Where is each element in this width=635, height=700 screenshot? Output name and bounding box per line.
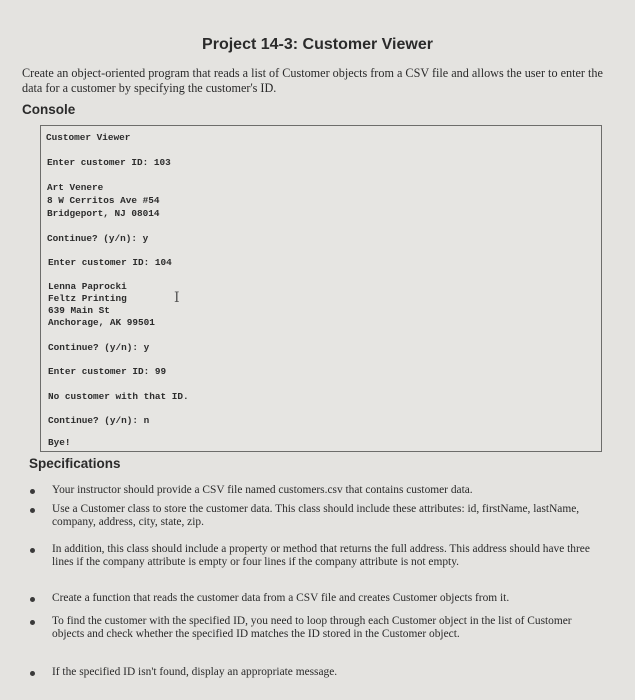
bullet-icon <box>30 671 35 676</box>
spec-item: Your instructor should provide a CSV file named customers.csv that contains customer data. <box>52 484 473 496</box>
console-line: Enter customer ID: 99 <box>48 366 167 377</box>
bullet-icon <box>30 548 35 553</box>
specifications-heading: Specifications <box>29 456 121 471</box>
text-cursor-icon: I <box>174 290 180 306</box>
bullet-icon <box>30 508 35 513</box>
spec-item: In addition, this class should include a property or method that returns the full address. This address should have three lines if the company attribute is empty or four lines if the company attribute is not empty. <box>52 543 590 568</box>
console-line: Lenna Paprocki <box>48 281 127 292</box>
bullet-icon <box>30 620 35 625</box>
console-line: Art Venere <box>47 182 104 193</box>
console-line: Continue? (y/n): y <box>48 342 150 353</box>
bullet-icon <box>30 597 35 602</box>
console-line: Enter customer ID: 103 <box>47 157 171 168</box>
console-line: 8 W Cerritos Ave #54 <box>47 195 160 206</box>
console-line: Enter customer ID: 104 <box>48 257 172 268</box>
console-line: No customer with that ID. <box>48 391 189 402</box>
spec-item: Use a Customer class to store the customer data. This class should include these attributes: id, firstName, lastName, company, address, city, state, zip. <box>52 503 580 528</box>
console-line: Bye! <box>48 437 71 448</box>
console-line: Continue? (y/n): n <box>48 415 150 426</box>
page-title: Project 14-3: Customer Viewer <box>202 36 433 53</box>
console-heading: Console <box>22 102 76 117</box>
spec-item: Create a function that reads the customer data from a CSV file and creates Customer objects from it. <box>52 592 510 604</box>
console-line: Bridgeport, NJ 08014 <box>47 208 160 219</box>
console-line: Feltz Printing <box>48 293 127 304</box>
console-line: Customer Viewer <box>46 132 131 143</box>
spec-item: If the specified ID isn't found, display an appropriate message. <box>52 666 338 678</box>
console-line: Continue? (y/n): y <box>47 233 149 244</box>
spec-item: To find the customer with the specified ID, you need to loop through each Customer object in the list of Customer objects and check whether the specified ID matches the ID stored in the Customer object. <box>52 615 572 640</box>
console-line: 639 Main St <box>48 305 110 316</box>
intro-paragraph: Create an object-oriented program that reads a list of Customer objects from a CSV file and allows the user to enter the data for a customer by specifying the customer's ID. <box>22 66 603 95</box>
console-line: Anchorage, AK 99501 <box>48 317 155 328</box>
bullet-icon <box>30 489 35 494</box>
